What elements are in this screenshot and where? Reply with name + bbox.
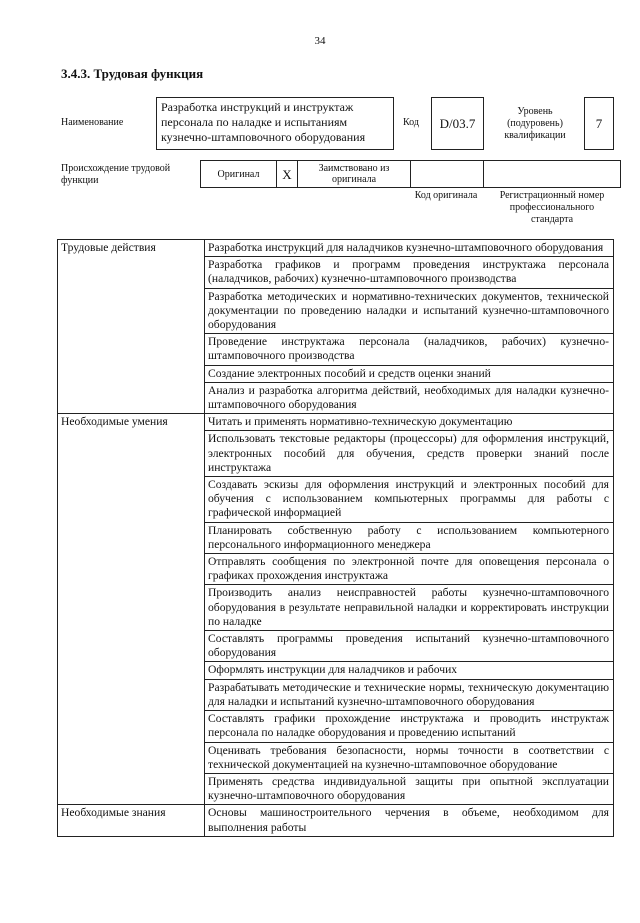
origin-label: Происхождение трудовой функции — [61, 163, 171, 186]
code-box: D/03.7 — [431, 97, 484, 150]
borrowed-label: Заимствовано из оригинала — [298, 161, 411, 188]
list-item: Разработка методических и нормативно-технических документов, технической документации по проведению наладки и испытаний кузнечно-штамповочного оборудования — [205, 288, 614, 334]
reg-number-caption: Регистрационный номер профессионального стандарта — [499, 190, 605, 225]
table-row — [58, 414, 614, 431]
list-item: Планировать собственную работу с использованием компьютерного персонального информационного менеджера — [205, 522, 614, 553]
list-item: Разработка инструкций для наладчиков кузнечно-штамповочного оборудования — [205, 240, 614, 257]
level-box: 7 — [584, 97, 614, 150]
page-number: 34 — [314, 35, 326, 47]
list-item: Отправлять сообщения по электронной почте для оповещения персонала о графиках прохождения инструктажа — [205, 554, 614, 585]
list-item: Использовать текстовые редакторы (процессоры) для оформления инструкций, электронных пособий для обучения, средств проверки знаний после инструктажа — [205, 431, 614, 477]
name-label: Наименование — [61, 117, 124, 128]
function-content-table — [57, 239, 614, 837]
knowledge-label: Необходимые знания — [58, 805, 205, 836]
list-item: Основы машиностроительного черчения в объеме, необходимом для выполнения работы — [205, 805, 614, 836]
list-item: Разработка графиков и программ проведения инструктажа персонала (наладчиков, рабочих) кузнечно-штамповочного производства — [205, 257, 614, 288]
origin-table — [200, 160, 621, 188]
code-original-cell — [411, 161, 484, 188]
skills-label: Необходимые умения — [58, 414, 205, 805]
list-item: Применять средства индивидуальной защиты при опытной эксплуатации кузнечно-штамповочного оборудования — [205, 773, 614, 804]
list-item: Анализ и разработка алгоритма действий, необходимых для наладки кузнечно-штамповочного оборудования — [205, 382, 614, 413]
list-item: Оценивать требования безопасности, нормы точности в соответствии с технической документацией на кузнечно-штамповочное оборудование — [205, 742, 614, 773]
function-name-box: Разработка инструкций и инструктаж персонала по наладке и испытаниям кузнечно-штамповочного оборудования — [156, 97, 394, 150]
list-item: Составлять программы проведения испытаний кузнечно-штамповочного оборудования — [205, 631, 614, 662]
list-item: Проведение инструктажа персонала (наладчиков, рабочих) кузнечно-штамповочного производства — [205, 334, 614, 365]
list-item: Оформлять инструкции для наладчиков и рабочих — [205, 662, 614, 679]
code-label: Код — [403, 117, 419, 128]
section-title: 3.4.3. Трудовая функция — [61, 66, 204, 81]
list-item: Производить анализ неисправностей работы кузнечно-штамповочного оборудования в результате неправильной наладки и корректировать инструкции по наладке — [205, 585, 614, 631]
list-item: Читать и применять нормативно-техническую документацию — [205, 414, 614, 431]
labor-actions-label: Трудовые действия — [58, 240, 205, 414]
reg-number-cell — [484, 161, 621, 188]
level-label: Уровень (подуровень) квалификации — [504, 106, 566, 141]
code-original-caption: Код оригинала — [414, 190, 478, 201]
table-row — [58, 805, 614, 836]
list-item: Составлять графики прохождение инструктажа и проводить инструктаж персонала по наладке оборудования и проведению испытаний — [205, 711, 614, 742]
original-label: Оригинал — [201, 161, 277, 188]
list-item: Разрабатывать методические и технические нормы, техническую документацию для наладки и испытаний кузнечно-штамповочного оборудования — [205, 679, 614, 710]
original-mark: X — [277, 161, 298, 188]
list-item: Создание электронных пособий и средств оценки знаний — [205, 365, 614, 382]
table-row — [58, 240, 614, 257]
list-item: Создавать эскизы для оформления инструкций и электронных пособий для обучения с использованием компьютерных программы для работы с графической информацией — [205, 477, 614, 523]
